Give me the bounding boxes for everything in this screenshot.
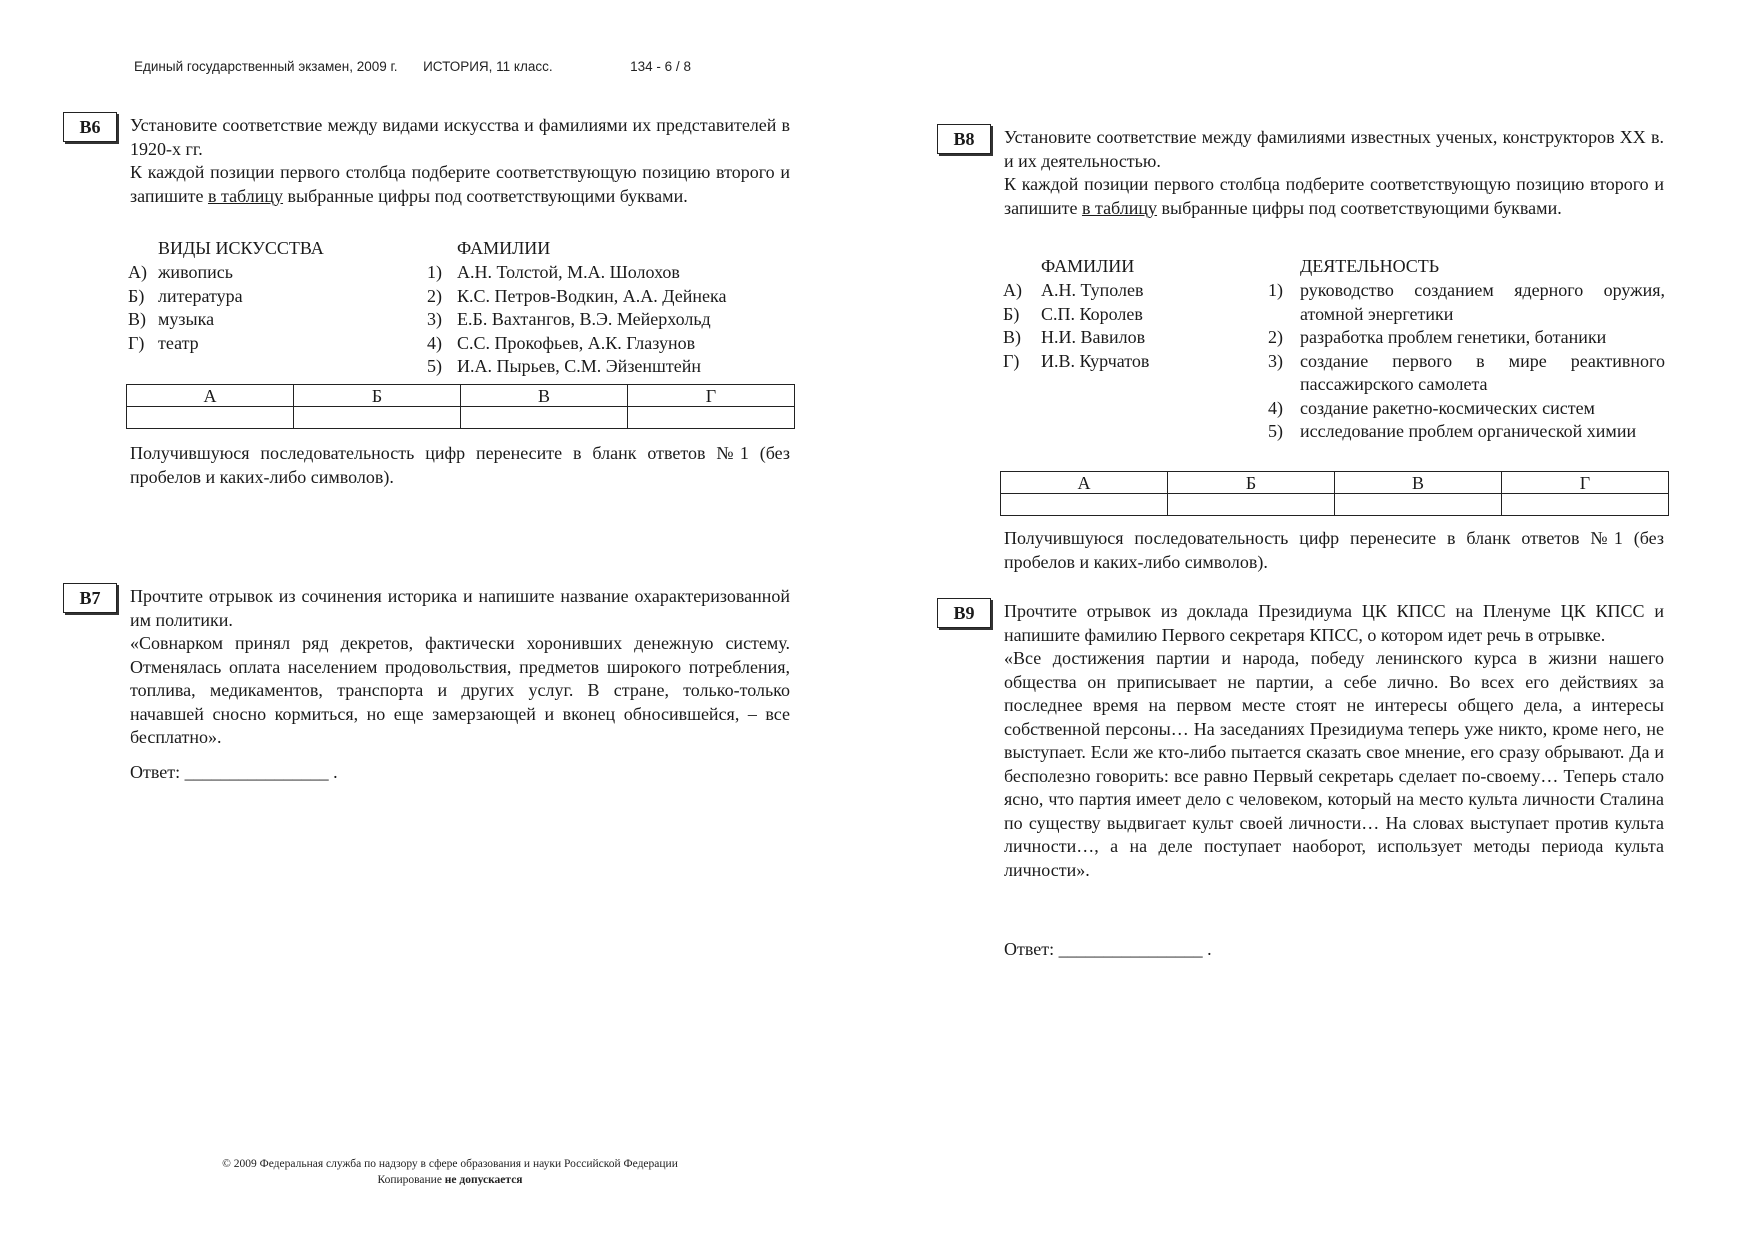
list-item: Г) И.В. Курчатов xyxy=(1003,350,1150,371)
list-item: 5) исследование проблем органической химии xyxy=(1268,421,1637,441)
b6-cell-a[interactable] xyxy=(127,407,294,429)
b8-outro: Получившуюся последовательность цифр перенесите в бланк ответов №1 (без пробелов и каких-либо символов). xyxy=(1004,528,1664,572)
b8-cell-v[interactable] xyxy=(1335,494,1502,516)
list-item: 3) создание первого в мире реактивного пассажирского самолета xyxy=(1268,350,1665,394)
copyright-footer xyxy=(150,1156,750,1188)
footer-line-1: © 2009 Федеральная служба по надзору в сфере образования и науки Российской Федерации xyxy=(222,1158,678,1170)
question-label-b8: В8 xyxy=(937,124,991,154)
b6-right-header: ФАМИЛИИ xyxy=(457,238,551,258)
list-item: 1) руководство созданием ядерного оружия, атомной энергетики xyxy=(1268,280,1665,324)
list-item: В) музыка xyxy=(128,309,215,329)
b8-cell-g[interactable] xyxy=(1502,494,1669,516)
b6-col-g: Г xyxy=(628,385,795,407)
b8-right-header: ДЕЯТЕЛЬНОСТЬ xyxy=(1300,256,1440,276)
page-header xyxy=(134,59,691,74)
b8-cell-b[interactable] xyxy=(1168,494,1335,516)
list-item: Г) театр xyxy=(128,332,199,353)
b7-text xyxy=(130,585,790,750)
list-item: 4) создание ракетно-космических систем xyxy=(1268,397,1595,418)
b8-right-list xyxy=(1268,279,1665,444)
list-item: 5) И.А. Пырьев, С.М. Эйзенштейн xyxy=(427,356,702,376)
list-item: 4) С.С. Прокофьев, А.К. Глазунов xyxy=(427,332,696,353)
question-label-b6: В6 xyxy=(63,112,117,142)
b6-left-header: ВИДЫ ИСКУССТВА xyxy=(158,238,324,258)
b9-text xyxy=(1004,600,1664,882)
b6-outro: Получившуюся последовательность цифр перенесите в бланк ответов №1 (без пробелов и каких-либо символов). xyxy=(130,443,790,487)
b6-text xyxy=(130,114,790,208)
footer-line-2: Копирование не допускается xyxy=(377,1174,523,1186)
b9-intro: Прочтите отрывок из доклада Президиума ЦК КПСС на Пленуме ЦК КПСС и напишите фамилию Первого секретаря КПСС, о котором идет речь в отрывке. xyxy=(1004,601,1664,645)
b8-intro: Установите соответствие между фамилиями известных ученых, конструкторов XX в. и их деятельностью. xyxy=(1004,127,1664,171)
b9-answer-field[interactable]: Ответ: ________________ . xyxy=(1004,939,1212,959)
b6-intro: Установите соответствие между видами искусства и фамилиями их представителей в 1920-х гг. xyxy=(130,115,790,159)
page-number: 134 - 6 / 8 xyxy=(630,59,691,74)
list-item: 1) А.Н. Толстой, М.А. Шолохов xyxy=(427,262,680,282)
b6-instructions: К каждой позиции первого столбца подберите соответствующую позицию второго и запишите в таблицу выбранные цифры под соответствующими буквами. xyxy=(130,162,790,206)
list-item: В) Н.И. Вавилов xyxy=(1003,327,1146,347)
b8-cell-a[interactable] xyxy=(1001,494,1168,516)
b6-col-a: А xyxy=(127,385,294,407)
list-item: А) живопись xyxy=(128,262,233,282)
subject-title: ИСТОРИЯ, 11 класс. xyxy=(423,59,553,74)
b6-right-list xyxy=(427,261,726,379)
list-item: 2) К.С. Петров-Водкин, А.А. Дейнека xyxy=(427,285,727,306)
b7-intro: Прочтите отрывок из сочинения историка и напишите название охарактеризованной им политики. xyxy=(130,586,790,630)
b7-answer-field[interactable]: Ответ: ________________ . xyxy=(130,762,338,782)
list-item: 3) Е.Б. Вахтангов, В.Э. Мейерхольд xyxy=(427,309,711,329)
b8-text xyxy=(1004,126,1664,220)
b6-cell-g[interactable] xyxy=(628,407,795,429)
question-label-b7: В7 xyxy=(63,583,117,613)
b8-left-header: ФАМИЛИИ xyxy=(1041,256,1135,276)
b8-col-b: Б xyxy=(1168,472,1335,494)
list-item: 2) разработка проблем генетики, ботаники xyxy=(1268,327,1607,347)
b8-col-a: А xyxy=(1001,472,1168,494)
b8-left-list xyxy=(1003,279,1149,373)
question-label-b9: В9 xyxy=(937,598,991,628)
exam-title: Единый государственный экзамен, 2009 г. xyxy=(134,59,398,74)
b6-cell-b[interactable] xyxy=(294,407,461,429)
b6-cell-v[interactable] xyxy=(461,407,628,429)
list-item: Б) С.П. Королев xyxy=(1003,303,1143,324)
list-item: Б) литература xyxy=(128,285,243,306)
b6-col-v: В xyxy=(461,385,628,407)
b8-instructions: К каждой позиции первого столбца подберите соответствующую позицию второго и запишите в таблицу выбранные цифры под соответствующими буквами. xyxy=(1004,174,1664,218)
b6-answer-table xyxy=(126,384,795,429)
b8-col-v: В xyxy=(1335,472,1502,494)
b6-col-b: Б xyxy=(294,385,461,407)
list-item: А) А.Н. Туполев xyxy=(1003,280,1144,300)
b9-quote: «Все достижения партии и народа, победу ленинского курса в жизни нашего общества он приписывает не партии, а себе лично. Во всех его действиях за последнее время на первом месте стоят не интересы общего дела, а интересы собственной персоны… На заседаниях Президиума теперь уже никто, кроме него, не выступает. Если же кто-либо пытается сказать свое мнение, его сразу обрывают. Да и бесполезно говорить: все равно Первый секретарь сделает по-своему… Теперь стало ясно, что партия имеет дело с человеком, который на место культа личности Сталина по существу выдвигает культ своей личности… На словах выступает против культа личности…, а на деле поступает наоборот, использует методы периода культа личности». xyxy=(1004,648,1664,880)
b8-answer-table xyxy=(1000,471,1669,516)
b8-col-g: Г xyxy=(1502,472,1669,494)
b6-left-list xyxy=(128,261,243,355)
b7-quote: «Совнарком принял ряд декретов, фактически хоронивших денежную систему. Отменялась оплата населением продовольствия, предметов широкого потребления, топлива, медикаментов, транспорта и других услуг. В стране, только-только начавшей сносно кормиться, но еще замерзающей и вконец обносившейся, – все бесплатно». xyxy=(130,633,790,747)
